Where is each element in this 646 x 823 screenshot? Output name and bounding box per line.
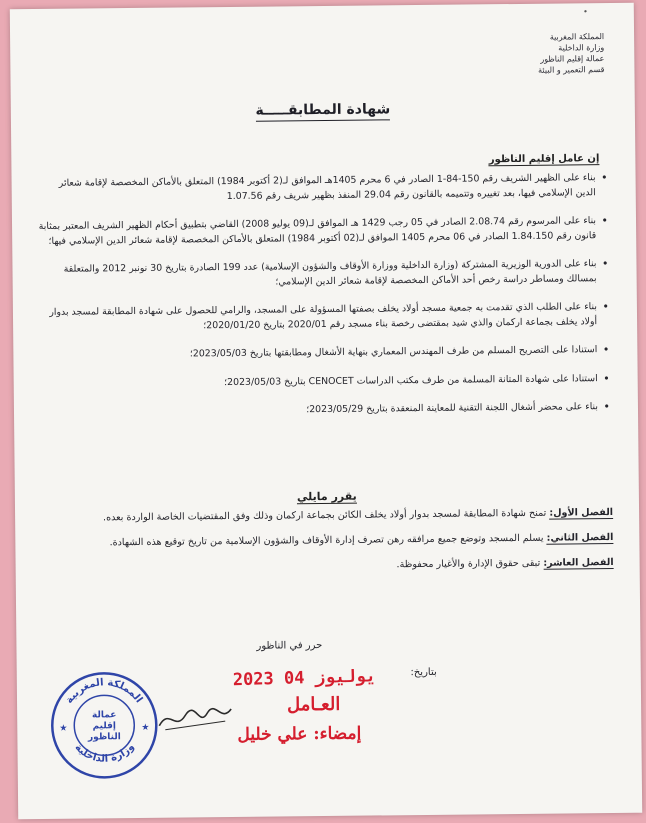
letterhead-line: عمالة إقليم الناظور <box>540 54 605 64</box>
chapter-label: الفصل الأول: <box>549 506 614 519</box>
corner-mark: • <box>583 7 588 17</box>
date-label: بتاريخ: <box>410 666 437 679</box>
issued-at: حرر في الناظور <box>256 640 323 652</box>
seal-bottom-text: وزارة الداخلية <box>72 741 137 765</box>
chapter-label: الفصل الثاني: <box>546 531 614 544</box>
svg-text:وزارة الداخلية <box>72 741 137 765</box>
recital-item: • بناء على المرسوم رقم 2.08.74 الصادر في 05 رجب 1429 هـ الموافق لـ(09 يوليو 2008) القاضي بتطبيق أحكام الظهير الشريف المعتبر بمثابة قانون رقم 1.84.150 الصادر في 06 محرم 1405 الموافق لـ(02 أكتوبر 1984) المتعلق بالأماكن المخصصة لإقامة شعائر الدين الإسلامي فيها؛ <box>38 214 610 249</box>
chapter-item <box>39 530 613 551</box>
letterhead-line: وزارة الداخلية <box>558 43 605 53</box>
seal-star-icon: ★ <box>59 723 68 734</box>
document-title-text: شهادة المطابقـــــة <box>255 101 390 121</box>
recital-item: • بناء على محضر أشغال اللجنة التقنية للمعاينة المنعقدة بتاريخ 2023/05/29؛ <box>40 400 612 420</box>
recitals-list <box>38 171 613 434</box>
document-page <box>10 3 642 819</box>
signer-stamp: إمضاء: علي خليل <box>237 723 362 745</box>
recital-item: • بناء على الطلب الذي تقدمت به جمعية مسجد أولاد يخلف بصفتها المسؤولة على المسجد، والرامي للحصول على شهادة المطابقة لمسجد بدوار أولاد يخلف بجماعة اركمان والذي شيد بمقتضى رخصة بناء مسجد رقم 2020/01 بتاريخ 2020/01/20؛ <box>39 300 611 335</box>
seal-star-icon: ★ <box>141 722 150 733</box>
chapters-list <box>39 505 614 586</box>
date-stamp: 2023 يوليوز 04 <box>232 666 377 691</box>
official-seal <box>49 670 160 781</box>
recital-item: • استنادا على التصريح المسلم من طرف المهندس المعماري بنهاية الأشغال ومطابقتها بتاريخ 2023/05/03؛ <box>39 343 611 363</box>
letterhead-line: قسم التعمير و البيئة <box>538 65 605 75</box>
governor-stamp: العـامل <box>286 693 341 716</box>
handwritten-signature <box>155 697 235 738</box>
decision-heading <box>15 487 639 507</box>
letterhead <box>538 31 605 76</box>
chapter-text: تمنح شهادة المطابقة لمسجد بدوار أولاد يخلف الكائن بجماعة اركمان وذلك وفق المقتضيات الخاصة الواردة بعده. <box>102 507 547 524</box>
document-title <box>11 99 635 122</box>
seal-inner-line: عمالة <box>91 710 117 721</box>
chapter-item <box>39 505 613 526</box>
seal-inner-line: الناظور <box>87 732 121 743</box>
seal-top-text: المملكة المغربية <box>63 677 145 706</box>
recital-item: • بناء على الظهير الشريف رقم 150-84-1 الصادر في 6 محرم 1405هـ الموافق لـ(2 أكتوبر 1984) المتعلق بالأماكن المخصصة لإقامة شعائر الدين الإسلامي فيها، بعد تغييره وتتميمه بالقانون رقم 29.04 المنفذ بظهير شريف رقم 1.07.56 <box>38 171 610 206</box>
decision-heading-text: يقرر مايلي <box>296 489 357 504</box>
seal-inner-line: إقليم <box>92 721 117 732</box>
chapter-item <box>40 555 614 576</box>
chapter-text: يسلم المسجد وتوضع جميع مرافقه رهن تصرف إدارة الأوقاف والشؤون الإسلامية من تاريخ توقيع هذه الشهادة. <box>109 532 544 549</box>
chapter-text: تبقى حقوق الإدارة والأغيار محفوظة. <box>396 557 541 571</box>
recital-item: • استنادا على شهادة المتانة المسلمة من طرف مكتب الدراسات CENOCET بتاريخ 2023/05/03؛ <box>40 372 612 392</box>
chapter-label: الفصل العاشر: <box>543 556 614 569</box>
recital-item: • بناء على الدورية الوزيرية المشتركة (وزارة الداخلية ووزارة الأوقاف والشؤون الإسلامية) عدد 199 الصادرة بتاريخ 30 نونبر 2012 والمتعلقة بمسالك ومساطر دراسة رخص أحد الأماكن المخصصة لإقامة شعائر الدين الإسلامي؛ <box>38 257 610 292</box>
issuer-line: إن عامل إقليم الناظور <box>488 153 600 166</box>
letterhead-line: المملكة المغربية <box>549 32 605 42</box>
